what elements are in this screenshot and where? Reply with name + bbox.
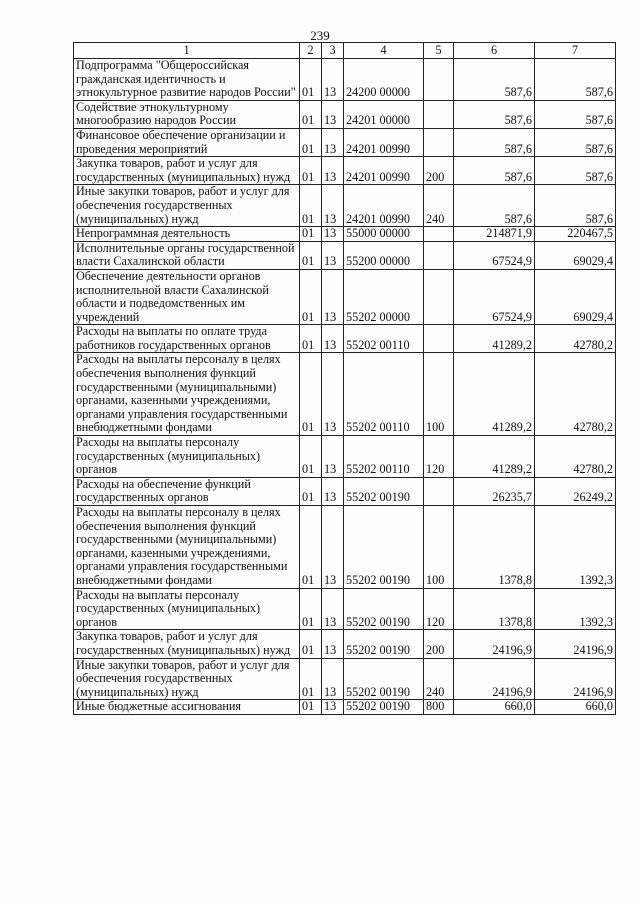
section-code-cell: 01 [300, 269, 322, 324]
subsection-code-cell: 13 [322, 128, 344, 156]
table-row [74, 100, 616, 128]
table-row [74, 353, 616, 436]
expense-type-cell [424, 128, 454, 156]
table-row [74, 436, 616, 478]
expense-type-cell: 800 [424, 700, 454, 715]
subsection-code-cell: 13 [322, 100, 344, 128]
expense-type-cell [424, 477, 454, 505]
amount-year1-cell: 587,6 [454, 128, 535, 156]
target-article-cell: 24201 00000 [344, 100, 424, 128]
row-name-cell: Закупка товаров, работ и услуг для государственных (муниципальных) нужд [74, 630, 300, 658]
section-code-cell: 01 [300, 59, 322, 101]
amount-year1-cell: 587,6 [454, 59, 535, 101]
expense-type-cell: 240 [424, 658, 454, 700]
section-code-cell: 01 [300, 325, 322, 353]
amount-year1-cell: 214871,9 [454, 227, 535, 242]
amount-year2-cell: 26249,2 [535, 477, 616, 505]
target-article-cell: 55202 00190 [344, 506, 424, 589]
budget-table [73, 42, 616, 715]
amount-year2-cell: 587,6 [535, 100, 616, 128]
section-code-cell: 01 [300, 506, 322, 589]
target-article-cell: 55000 00000 [344, 227, 424, 242]
subsection-code-cell: 13 [322, 269, 344, 324]
expense-type-cell [424, 59, 454, 101]
expense-type-cell [424, 100, 454, 128]
row-name-cell: Подпрограмма "Общероссийская гражданская идентичность и этнокультурное развитие народов России" [74, 59, 300, 101]
row-name-cell: Расходы на выплаты персоналу в целях обеспечения выполнения функций государственными (муниципальными) органами, казенными учреждениями, органами управления государственными внебюджетными фондами [74, 353, 300, 436]
target-article-cell: 24201 00990 [344, 185, 424, 227]
table-header-row [74, 43, 616, 59]
row-name-cell: Обеспечение деятельности органов исполнительной власти Сахалинской области и подведомственных им учреждений [74, 269, 300, 324]
row-name-cell: Финансовое обеспечение организации и проведения мероприятий [74, 128, 300, 156]
amount-year1-cell: 587,6 [454, 100, 535, 128]
expense-type-cell [424, 241, 454, 269]
expense-type-cell: 100 [424, 506, 454, 589]
row-name-cell: Содействие этнокультурному многообразию народов России [74, 100, 300, 128]
amount-year1-cell: 1378,8 [454, 506, 535, 589]
target-article-cell: 55202 00190 [344, 630, 424, 658]
expense-type-cell [424, 269, 454, 324]
page-number: 239 [310, 28, 330, 43]
subsection-code-cell: 13 [322, 477, 344, 505]
table-row [74, 700, 616, 715]
subsection-code-cell: 13 [322, 353, 344, 436]
section-code-cell: 01 [300, 630, 322, 658]
expense-type-cell [424, 325, 454, 353]
row-name-cell: Иные закупки товаров, работ и услуг для обеспечения государственных (муниципальных) нужд [74, 658, 300, 700]
table-row [74, 241, 616, 269]
target-article-cell: 55202 00190 [344, 477, 424, 505]
subsection-code-cell: 13 [322, 241, 344, 269]
section-code-cell: 01 [300, 227, 322, 242]
row-name-cell: Расходы на выплаты персоналу в целях обеспечения выполнения функций государственными (муниципальными) органами, казенными учреждениями, органами управления государственными внебюджетными фондами [74, 506, 300, 589]
section-code-cell: 01 [300, 100, 322, 128]
subsection-code-cell: 13 [322, 436, 344, 478]
expense-type-cell: 200 [424, 157, 454, 185]
amount-year2-cell: 587,6 [535, 59, 616, 101]
amount-year2-cell: 587,6 [535, 185, 616, 227]
amount-year2-cell: 42780,2 [535, 436, 616, 478]
row-name-cell: Расходы на обеспечение функций государственных органов [74, 477, 300, 505]
amount-year1-cell: 41289,2 [454, 436, 535, 478]
amount-year1-cell: 41289,2 [454, 325, 535, 353]
row-name-cell: Расходы на выплаты по оплате труда работников государственных органов [74, 325, 300, 353]
table-row [74, 588, 616, 630]
expense-type-cell: 200 [424, 630, 454, 658]
amount-year2-cell: 220467,5 [535, 227, 616, 242]
amount-year2-cell: 660,0 [535, 700, 616, 715]
subsection-code-cell: 13 [322, 185, 344, 227]
table-row [74, 185, 616, 227]
subsection-code-cell: 13 [322, 157, 344, 185]
amount-year1-cell: 587,6 [454, 185, 535, 227]
amount-year2-cell: 24196,9 [535, 658, 616, 700]
amount-year2-cell: 587,6 [535, 157, 616, 185]
row-name-cell: Расходы на выплаты персоналу государственных (муниципальных) органов [74, 588, 300, 630]
column-header: 7 [535, 43, 616, 59]
subsection-code-cell: 13 [322, 59, 344, 101]
subsection-code-cell: 13 [322, 630, 344, 658]
table-row [74, 658, 616, 700]
column-header: 4 [344, 43, 424, 59]
row-name-cell: Закупка товаров, работ и услуг для государственных (муниципальных) нужд [74, 157, 300, 185]
amount-year1-cell: 587,6 [454, 157, 535, 185]
column-header: 5 [424, 43, 454, 59]
amount-year2-cell: 42780,2 [535, 353, 616, 436]
target-article-cell: 55202 00190 [344, 658, 424, 700]
table-row [74, 630, 616, 658]
subsection-code-cell: 13 [322, 658, 344, 700]
amount-year1-cell: 67524,9 [454, 241, 535, 269]
amount-year2-cell: 42780,2 [535, 325, 616, 353]
section-code-cell: 01 [300, 157, 322, 185]
amount-year2-cell: 587,6 [535, 128, 616, 156]
amount-year1-cell: 41289,2 [454, 353, 535, 436]
amount-year1-cell: 24196,9 [454, 658, 535, 700]
expense-type-cell: 100 [424, 353, 454, 436]
table-row [74, 477, 616, 505]
table-row [74, 506, 616, 589]
section-code-cell: 01 [300, 353, 322, 436]
table-row [74, 325, 616, 353]
section-code-cell: 01 [300, 436, 322, 478]
amount-year1-cell: 1378,8 [454, 588, 535, 630]
subsection-code-cell: 13 [322, 325, 344, 353]
row-name-cell: Иные закупки товаров, работ и услуг для обеспечения государственных (муниципальных) нужд [74, 185, 300, 227]
subsection-code-cell: 13 [322, 506, 344, 589]
target-article-cell: 55202 00110 [344, 436, 424, 478]
subsection-code-cell: 13 [322, 588, 344, 630]
table-row [74, 157, 616, 185]
section-code-cell: 01 [300, 241, 322, 269]
expense-type-cell: 120 [424, 588, 454, 630]
row-name-cell: Иные бюджетные ассигнования [74, 700, 300, 715]
section-code-cell: 01 [300, 658, 322, 700]
table-row [74, 59, 616, 101]
amount-year1-cell: 26235,7 [454, 477, 535, 505]
amount-year2-cell: 1392,3 [535, 506, 616, 589]
amount-year1-cell: 660,0 [454, 700, 535, 715]
table-row [74, 269, 616, 324]
subsection-code-cell: 13 [322, 700, 344, 715]
amount-year2-cell: 24196,9 [535, 630, 616, 658]
amount-year2-cell: 69029,4 [535, 241, 616, 269]
target-article-cell: 55202 00110 [344, 325, 424, 353]
target-article-cell: 24201 00990 [344, 128, 424, 156]
column-header: 3 [322, 43, 344, 59]
expense-type-cell: 240 [424, 185, 454, 227]
row-name-cell: Расходы на выплаты персоналу государственных (муниципальных) органов [74, 436, 300, 478]
section-code-cell: 01 [300, 185, 322, 227]
row-name-cell: Непрограммная деятельность [74, 227, 300, 242]
section-code-cell: 01 [300, 128, 322, 156]
expense-type-cell [424, 227, 454, 242]
table-row [74, 128, 616, 156]
expense-type-cell: 120 [424, 436, 454, 478]
section-code-cell: 01 [300, 477, 322, 505]
section-code-cell: 01 [300, 588, 322, 630]
target-article-cell: 55202 00000 [344, 269, 424, 324]
target-article-cell: 55200 00000 [344, 241, 424, 269]
table-row [74, 227, 616, 242]
target-article-cell: 24201 00990 [344, 157, 424, 185]
column-header: 1 [74, 43, 300, 59]
section-code-cell: 01 [300, 700, 322, 715]
target-article-cell: 55202 00190 [344, 588, 424, 630]
amount-year2-cell: 1392,3 [535, 588, 616, 630]
amount-year1-cell: 67524,9 [454, 269, 535, 324]
column-header: 6 [454, 43, 535, 59]
target-article-cell: 55202 00110 [344, 353, 424, 436]
amount-year2-cell: 69029,4 [535, 269, 616, 324]
subsection-code-cell: 13 [322, 227, 344, 242]
column-header: 2 [300, 43, 322, 59]
amount-year1-cell: 24196,9 [454, 630, 535, 658]
row-name-cell: Исполнительные органы государственной власти Сахалинской области [74, 241, 300, 269]
target-article-cell: 24200 00000 [344, 59, 424, 101]
target-article-cell: 55202 00190 [344, 700, 424, 715]
